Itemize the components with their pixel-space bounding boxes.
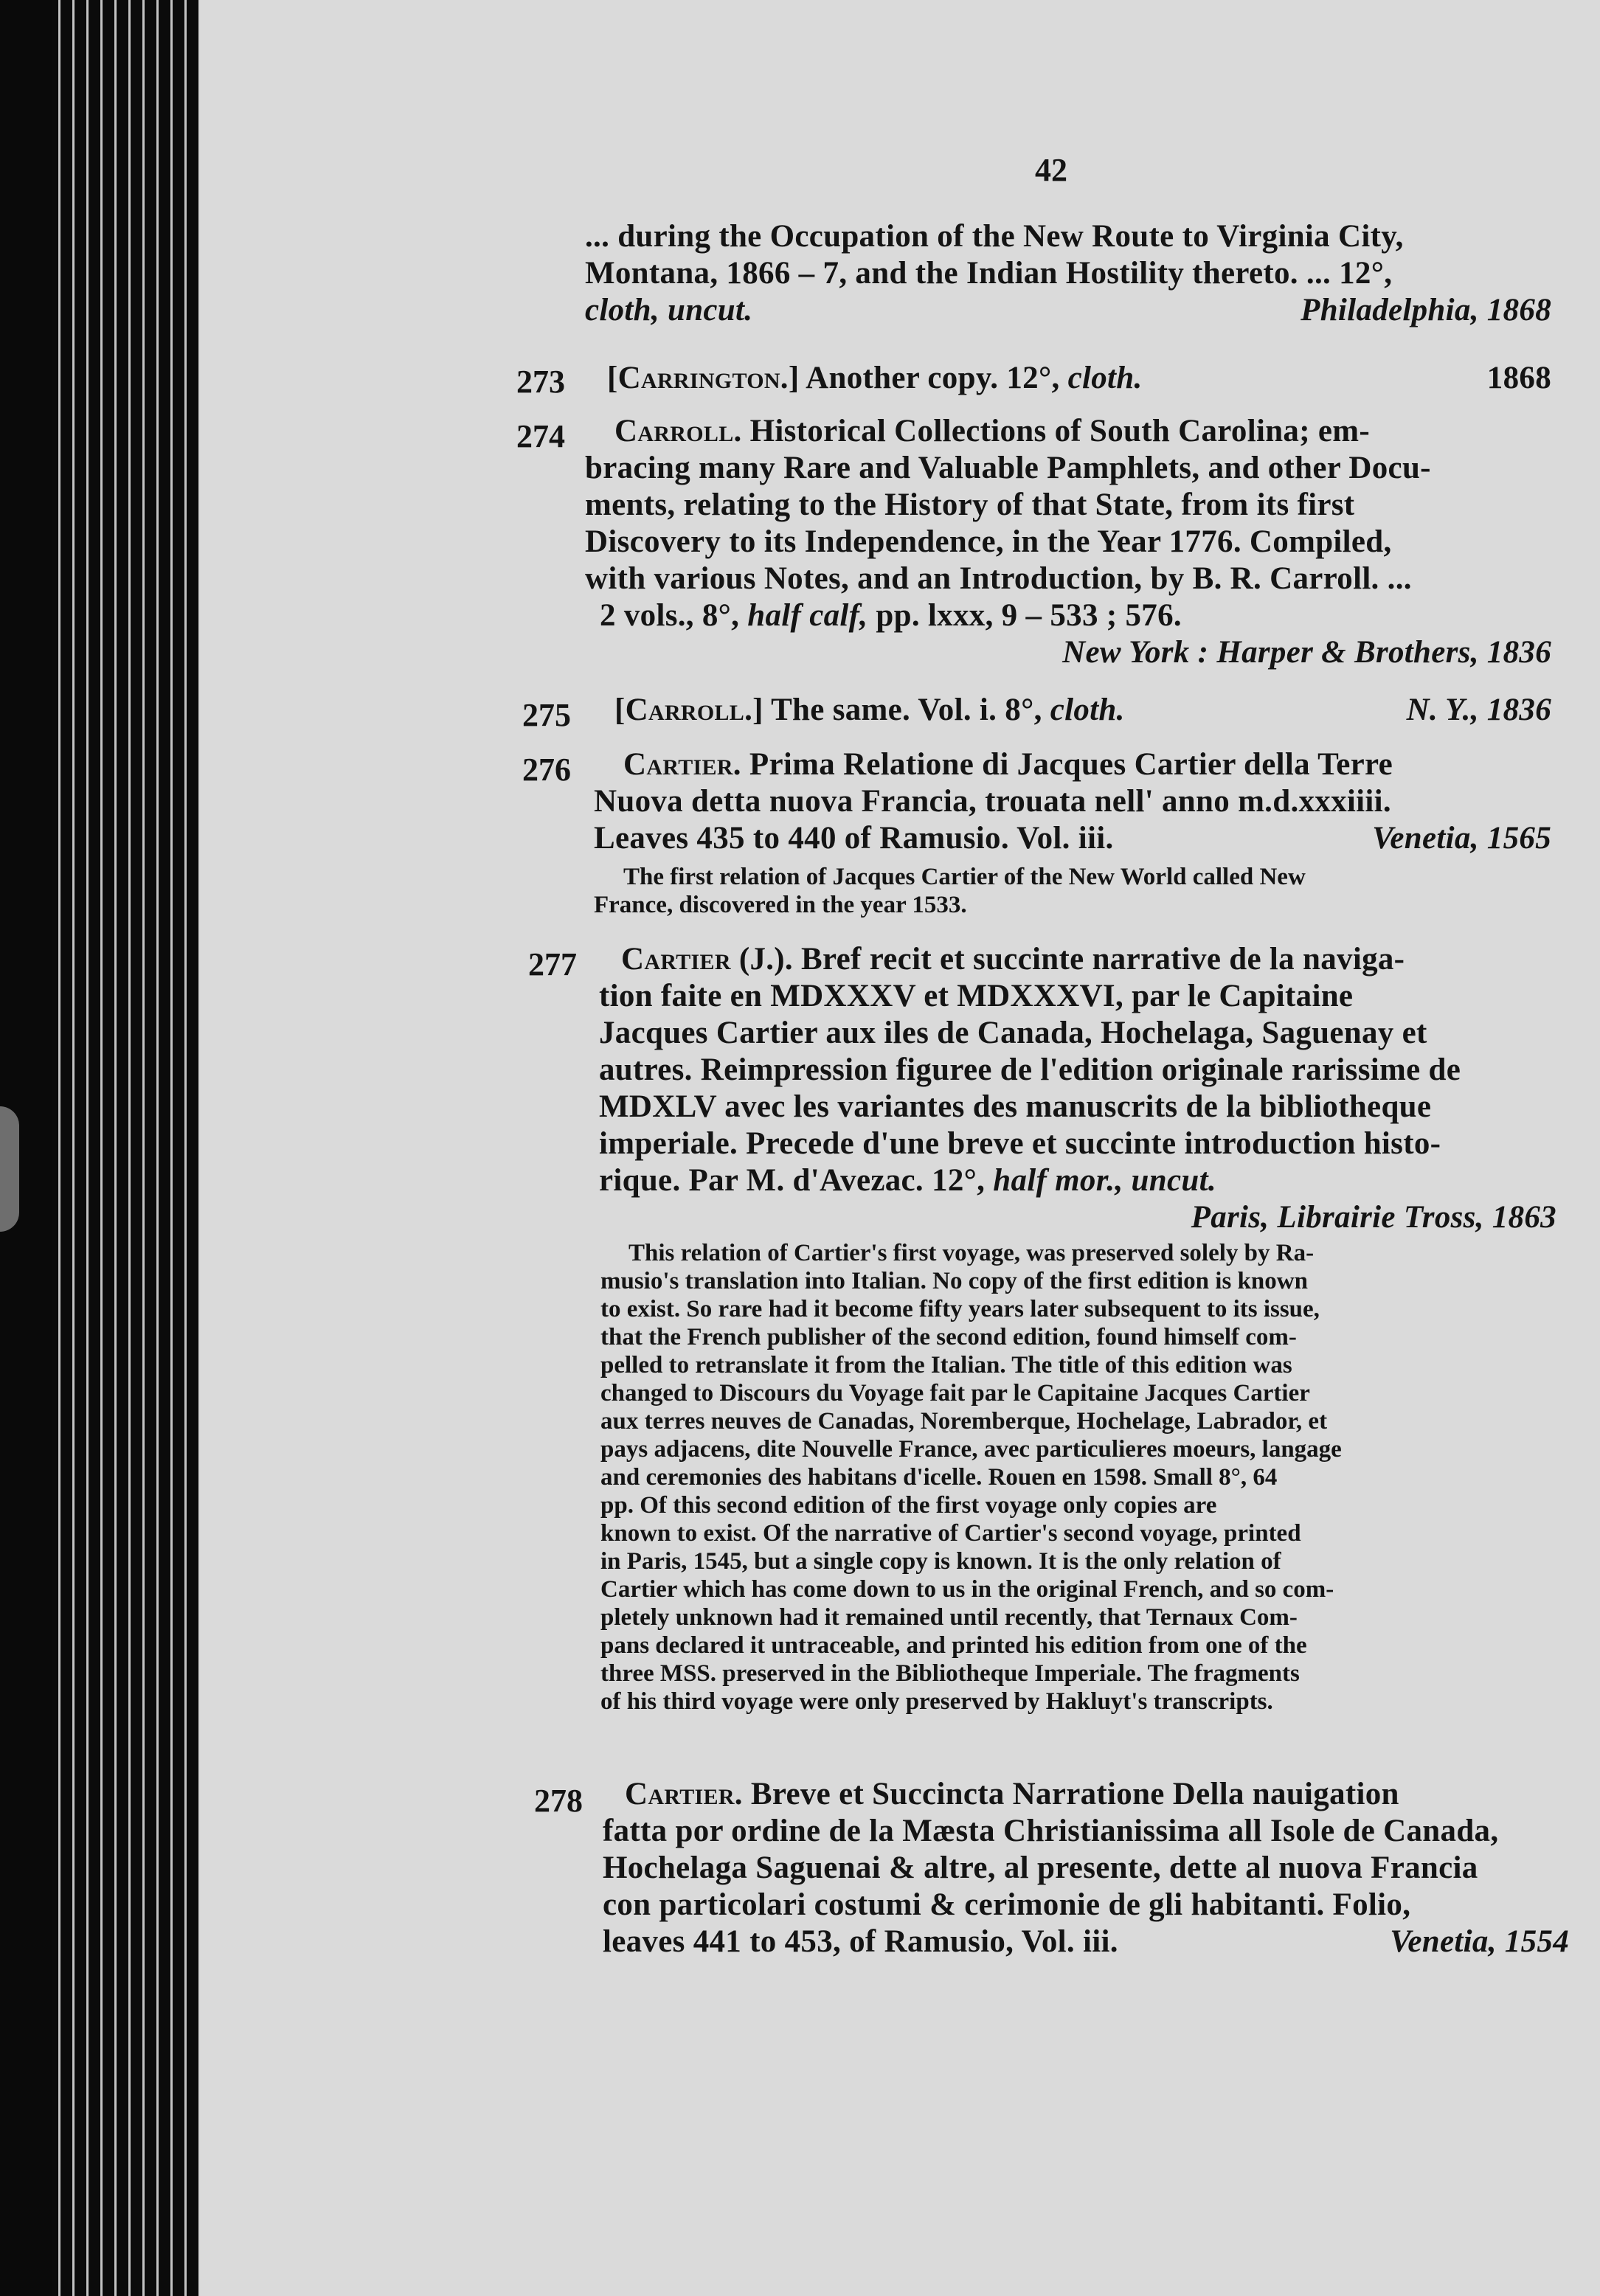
note-line: pays adjacens, dite Nouvelle France, avec particulieres moeurs, langage [600,1436,1342,1463]
catalogue-entry [599,941,1556,1236]
entry-line [585,413,1551,450]
catalogue-entry [603,1776,1569,1960]
extent: 2 vols., 8°, [600,598,740,633]
entry-number: 278 [534,1783,583,1819]
imprint: Venetia, 1565 [1372,821,1551,856]
catalogue-entry [614,692,1551,729]
continuation-line: Montana, 1866 – 7, and the Indian Hostility thereto. ... 12°, [585,256,1393,291]
entry-heading: Cartier. [623,747,741,782]
entry-line: with various Notes, and an Introduction, by B. R. Carroll. ... [585,561,1412,596]
binding: cloth, uncut. [585,293,753,327]
note-line: pelled to retranslate it from the Italian. The title of this edition was [600,1352,1292,1378]
entry-line: Discovery to its Independence, in the Year 1776. Compiled, [585,524,1392,559]
entry-line: ments, relating to the History of that State, from its first [585,488,1355,522]
entry-line: imperiale. Precede d'une breve et succinte introduction histo- [599,1126,1441,1161]
entry-text: Another copy. 12°, [806,361,1060,395]
binding: cloth. [1067,361,1143,395]
entry-number: 276 [522,752,571,788]
note-line: of his third voyage were only preserved by Hakluyt's transcripts. [600,1688,1273,1715]
entry-text: Breve et Succincta Narratione Della nauigation [750,1777,1399,1811]
catalogue-entry [585,413,1551,671]
note-line: known to exist. Of the narrative of Cartier's second voyage, printed [600,1520,1301,1547]
thumb-shadow [0,1106,19,1232]
page-edges [52,0,199,2296]
entry-line: MDXLV avec les variantes des manuscrits de la bibliotheque [599,1089,1432,1124]
imprint: Philadelphia, 1868 [1301,293,1551,327]
imprint-line [599,1199,1556,1236]
entry-text: Prima Relatione di Jacques Cartier della Terre [749,747,1393,782]
entry-line: Jacques Cartier aux iles de Canada, Hochelaga, Saguenay et [599,1016,1427,1050]
entry-text: Bref recit et succinte narrative de la naviga- [801,942,1405,977]
continuation-block [585,218,1551,329]
note-line: changed to Discours du Voyage fait par le Capitaine Jacques Cartier [600,1380,1310,1407]
entry-heading: Cartier (J.). [621,942,793,977]
imprint-line [585,634,1551,671]
note-line: pans declared it untraceable, and printed his edition from one of the [600,1632,1307,1659]
entry-text: Historical Collections of South Carolina; em- [749,414,1371,448]
entry-heading: [Carrington.] [607,361,800,395]
note-line: and ceremonies des habitans d'icelle. Rouen en 1598. Small 8°, 64 [600,1464,1278,1491]
note-line: pletely unknown had it remained until recently, that Ternaux Com- [600,1604,1298,1631]
entry-number: 275 [522,697,571,733]
imprint: N. Y., 1836 [1406,693,1551,727]
imprint: New York : Harper & Brothers, 1836 [1062,635,1551,670]
catalogue-entry [594,746,1551,857]
entry-heading: Cartier. [625,1777,743,1811]
entry-extent-line [585,597,1551,634]
entry-note [600,1239,1567,1716]
note-line: aux terres neuves de Canadas, Noremberque, Hochelage, Labrador, et [600,1408,1328,1435]
entry-text: leaves 441 to 453, of Ramusio, Vol. iii. [603,1924,1118,1959]
entry-line [594,746,1551,783]
entry-line: autres. Reimpression figuree de l'edition originale rarissime de [599,1052,1461,1087]
page-number: 42 [1035,152,1067,188]
catalogue-entry [607,360,1551,397]
pagination: pp. lxxx, 9 – 533 ; 576. [876,598,1182,633]
note-line: The first relation of Jacques Cartier of the New World called New [623,864,1306,890]
entry-line: fatta por ordine de la Mæsta Christianissima all Isole de Canada, [603,1814,1499,1848]
entry-heading: Carroll. [614,414,742,448]
entry-line: Hochelaga Saguenai & altre, al presente, dette al nuova Francia [603,1851,1478,1885]
imprint: Paris, Librairie Tross, 1863 [1191,1200,1556,1235]
binding: cloth. [1050,693,1125,727]
entry-text: Leaves 435 to 440 of Ramusio. Vol. iii. [594,821,1114,856]
note-line: in Paris, 1545, but a single copy is known. It is the only relation of [600,1548,1281,1575]
entry-line: con particolari costumi & cerimonie de gli habitanti. Folio, [603,1887,1411,1922]
note-line: Cartier which has come down to us in the original French, and so com- [600,1576,1334,1603]
entry-line [607,360,1551,397]
entry-line: Nuova detta nuova Francia, trouata nell' anno m.d.xxxiiii. [594,784,1391,819]
continuation-last-line [585,292,1551,329]
imprint: Venetia, 1554 [1390,1924,1569,1959]
entry-line: tion faite en MDXXXV et MDXXXVI, par le Capitaine [599,979,1354,1013]
note-line: This relation of Cartier's first voyage, was preserved solely by Ra- [628,1240,1315,1266]
note-line: France, discovered in the year 1533. [594,892,967,918]
binding: half mor., uncut. [993,1163,1216,1198]
note-line: pp. Of this second edition of the first voyage only copies are [600,1492,1217,1519]
entry-line: bracing many Rare and Valuable Pamphlets, and other Docu- [585,451,1431,485]
entry-line [603,1776,1569,1813]
note-line: three MSS. preserved in the Bibliotheque Imperiale. The fragments [600,1660,1300,1687]
continuation-line: ... during the Occupation of the New Route to Virginia City, [585,219,1404,254]
entry-text: rique. Par M. d'Avezac. 12°, [599,1163,986,1198]
note-line: musio's translation into Italian. No copy of the first edition is known [600,1268,1308,1294]
entry-heading: [Carroll.] [614,693,763,727]
entry-line [599,941,1556,978]
entry-note [594,863,1551,919]
entry-last-line [594,820,1551,857]
note-line: that the French publisher of the second edition, found himself com- [600,1324,1297,1350]
entry-line [599,1162,1556,1199]
entry-last-line [603,1924,1569,1960]
entry-line [614,692,1551,729]
entry-number: 277 [528,946,577,982]
entry-text: The same. Vol. i. 8°, [771,693,1042,727]
binding: half calf, [747,598,868,633]
note-line: to exist. So rare had it become fifty years later subsequent to its issue, [600,1296,1320,1322]
entry-number: 274 [516,418,565,454]
entry-number: 273 [516,364,565,400]
imprint: 1868 [1486,361,1551,395]
